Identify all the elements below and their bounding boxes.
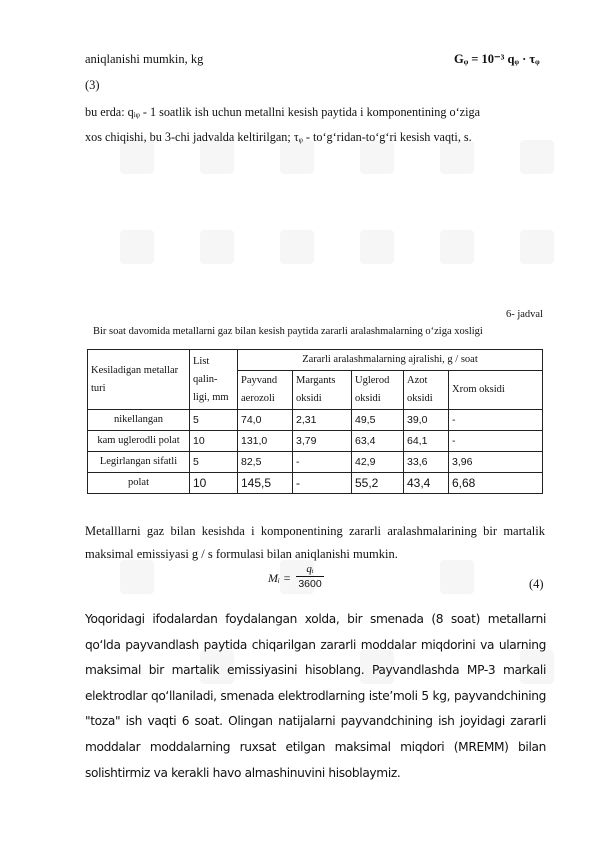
- row-thickness: 5: [190, 410, 238, 431]
- row-value: 43,4: [404, 473, 449, 494]
- row-value: -: [449, 410, 543, 431]
- header-harmful-emissions: Zararli aralashmalarning ajralishi, g / soat: [238, 350, 543, 371]
- header-carbon-oxide: Uglerod oksidi: [352, 371, 404, 410]
- row-value: 49,5: [352, 410, 404, 431]
- row-value: 42,9: [352, 452, 404, 473]
- row-value: 2,31: [293, 410, 352, 431]
- header-chromium-oxide: Xrom oksidi: [449, 371, 543, 410]
- header-welding-aerosol: Payvand aerozoli: [238, 371, 293, 410]
- row-metal: Legirlangan sifatli: [88, 452, 190, 473]
- header-manganese-oxide: Margants oksidi: [293, 371, 352, 410]
- row-value: 64,1: [404, 431, 449, 452]
- header-metal-type: Kesiladigan metallar turi: [88, 350, 190, 410]
- paragraph-emission: Metalllarni gaz bilan kesishda i komponentining zararli aralashmalarining bir martalik maksimal emissiyasi g / s formulasi bilan aniqlanishi mumkin.: [85, 524, 545, 561]
- table-caption: Bir soat davomida metallarni gaz bilan kesish paytida zararli aralashmalarning o‘ziga xosligi: [93, 326, 483, 337]
- row-value: -: [449, 431, 543, 452]
- row-value: 145,5: [238, 473, 293, 494]
- row-value: 131,0: [238, 431, 293, 452]
- row-value: 33,6: [404, 452, 449, 473]
- row-value: -: [293, 452, 352, 473]
- equation-number-4: (4): [529, 577, 544, 591]
- row-value: 63,4: [352, 431, 404, 452]
- row-metal: kam uglerodli polat: [88, 431, 190, 452]
- table-row: [88, 410, 543, 431]
- row-value: 6,68: [449, 473, 543, 494]
- row-metal: polat: [88, 473, 190, 494]
- equation-number-3: (3): [85, 78, 100, 92]
- row-metal: nikellangan: [88, 410, 190, 431]
- row-thickness: 5: [190, 452, 238, 473]
- header-sheet-thickness: List qalin-ligi, mm: [190, 350, 238, 410]
- row-value: 74,0: [238, 410, 293, 431]
- table-number: 6- jadval: [505, 309, 543, 320]
- row-value: 3,96: [449, 452, 543, 473]
- formula-4-lhs: Mᵢ =: [268, 571, 291, 585]
- definition-line-2: xos chiqishi, bu 3-chi jadvalda keltirilgan; τᵩ - to‘g‘ridan-to‘g‘ri kesish vaqti, s.: [85, 130, 472, 144]
- table-row: [88, 473, 543, 494]
- emissions-table: [87, 349, 543, 494]
- paragraph-task: Yoqoridagi ifodalardan foydalangan xolda, bir smenada (8 soat) metallarni qo‘lda payvandlash paytida chiqarilgan zararli moddalar miqdorini va ularning maksimal bir martalik emissiyasini hisoblang. Payvandlashda MP-3 markali elektrodlar qo‘llaniladi, smenada elektrodlarning iste’moli 5 kg, payvandchining "toza" ish vaqti 6 soat. Olingan natijalarni payvandchining ish joyidagi zararli moddalar moddalarning ruxsat etilgan maksimal miqdori (MREMM) bilan solishtirmiz va kerakli havo almashinuvini hisoblaymiz.: [85, 612, 546, 780]
- row-thickness: 10: [190, 473, 238, 494]
- row-value: 39,0: [404, 410, 449, 431]
- table-row: [88, 431, 543, 452]
- row-value: -: [293, 473, 352, 494]
- header-nitrogen-oxide: Azot oksidi: [404, 371, 449, 410]
- formula-3: Gᵩ = 10⁻³ qᵩ · τᵩ: [454, 52, 540, 66]
- row-thickness: 10: [190, 431, 238, 452]
- formula-4-numerator: qᵢ: [296, 563, 324, 577]
- definition-line-1: bu erda: qᵢᵩ - 1 soatlik ish uchun metallni kesish paytida i komponentining o‘ziga: [85, 105, 480, 119]
- table-row: [88, 452, 543, 473]
- intro-line: aniqlanishi mumkin, kg: [85, 52, 204, 66]
- row-value: 3,79: [293, 431, 352, 452]
- formula-4-denominator: 3600: [298, 578, 322, 590]
- row-value: 55,2: [352, 473, 404, 494]
- row-value: 82,5: [238, 452, 293, 473]
